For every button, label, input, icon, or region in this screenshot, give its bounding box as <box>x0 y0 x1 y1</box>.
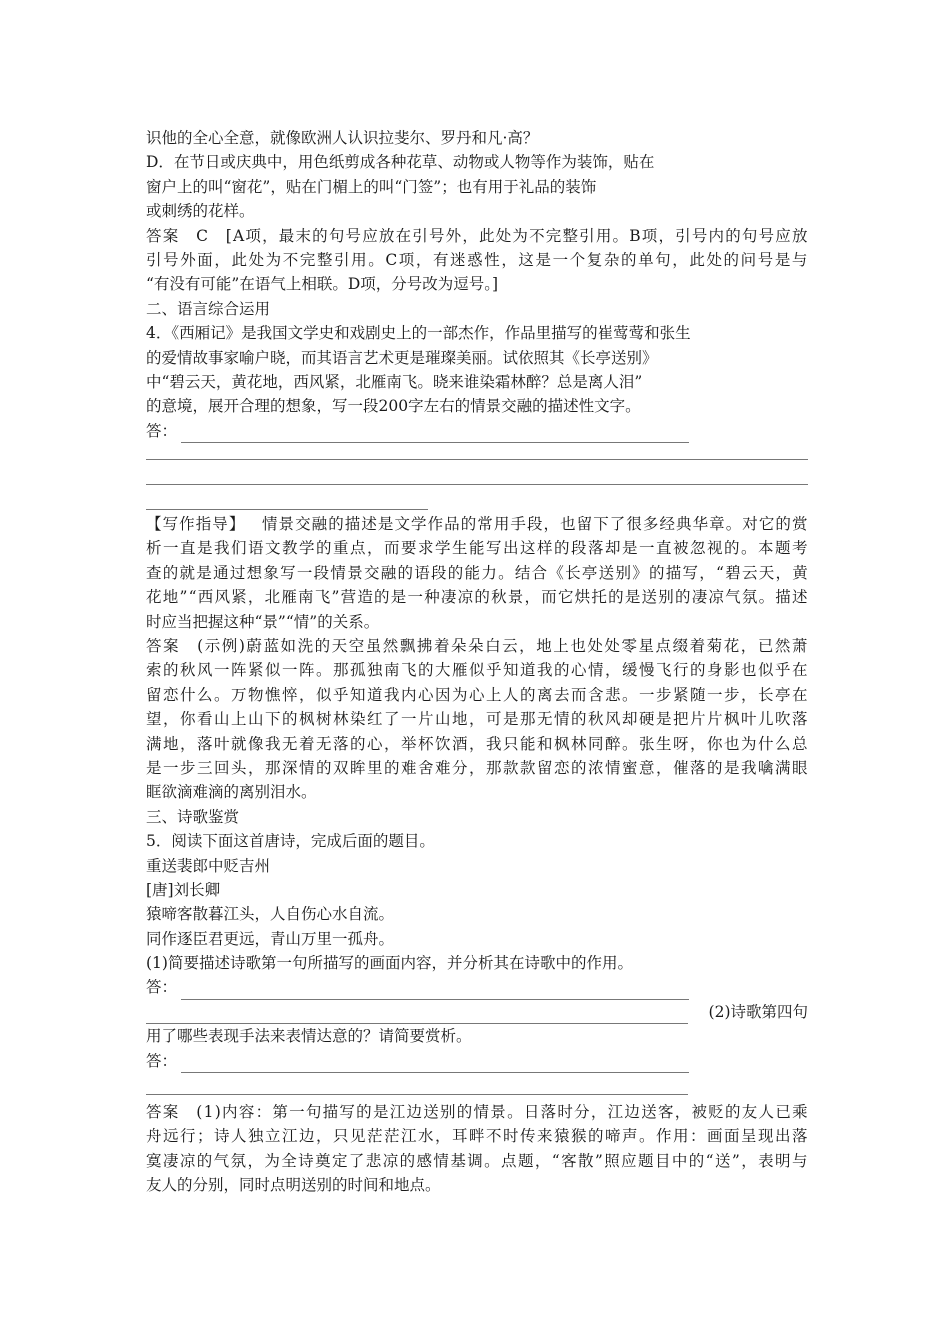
answer-4 <box>146 634 808 805</box>
text-line: “有没有可能”在语气上相联。D项，分号改为逗号。] <box>146 275 499 294</box>
answer-label: 答： <box>146 421 178 440</box>
text-line: 识他的全心全意，就像欧洲人认识拉斐尔、罗丹和凡·高？ <box>146 129 539 147</box>
text-line: 是 一 步 三 回 头 ， 那 深 情 的 双 眸 里 的 难 舍 难 分 ， 那 款 款 留 恋 的 浓 情 蜜 意 ， 催 落 的 是 我 噙 满 眼 <box>146 758 808 777</box>
sub-question-2-rest: 用了哪些表现手法来表情达意的？请简要赏析。 <box>146 1027 472 1046</box>
answer-line-5-1[interactable] <box>146 976 808 1000</box>
text-line: 4．《西厢记》是我国文学史和戏剧史上的一部杰作，作品里描写的崔莺莺和张生 <box>146 324 691 343</box>
poem-author: [唐]刘长卿 <box>146 880 221 899</box>
text-line: 【 写 作 指 导 】 情 景 交 融 的 描 述 是 文 学 作 品 的 常 用 手 段 ， 也 留 下 了 很 多 经 典 华 章 。 对 它 的 赏 <box>146 515 808 534</box>
text-line: 答 案 ( 示 例 ) 蔚 蓝 如 洗 的 天 空 虽 然 飘 拂 着 朵 朵 白 云 ， 地 上 也 处 处 零 星 点 缀 着 菊 花 ， 已 然 萧 <box>146 637 808 656</box>
text-line: D．在节日或庆典中，用色纸剪成各种花草、动物或人物等作为装饰，贴在 <box>146 153 655 172</box>
answer-line-4[interactable] <box>146 419 808 443</box>
text-line: 的爱情故事家喻户晓，而其语言艺术更是璀璨美丽。试依照其《长亭送别》 <box>146 348 658 367</box>
text-line: 引 号 外 面 ， 此 处 为 不 完 整 引 用 。 C 项 ， 有 迷 惑 性 ， 这 是 一 个 复 杂 的 单 句 ， 此 处 的 问 号 是 与 <box>146 250 808 269</box>
text-line: 望 ， 你 看 山 上 山 下 的 枫 树 林 染 红 了 一 片 山 地 ， 可 是 那 无 情 的 秋 风 却 硬 是 把 片 片 枫 叶 儿 吹 落 <box>146 710 808 729</box>
writing-guide <box>146 512 808 634</box>
text-line: 窗户上的叫“窗花”，贴在门楣上的叫“门签”；也有用于礼品的装饰 <box>146 177 597 196</box>
question-3-option-text <box>146 126 808 224</box>
answer-3 <box>146 224 808 297</box>
text-line: 答 案 C [ A 项 ， 最 末 的 句 号 应 放 在 引 号 外 ， 此 处 为 不 完 整 引 用 。 B 项 ， 引 号 内 的 句 号 应 放 <box>146 226 808 245</box>
document-page <box>146 126 808 1198</box>
answer-line-with-sub-question-2 <box>146 1000 808 1024</box>
text-line: 查 的 就 是 通 过 想 象 写 一 段 情 景 交 融 的 语 段 的 能 力 。 结 合 《 长 亭 送 别 》 的 描 写 ， “ 碧 云 天 ， 黄 <box>146 563 808 582</box>
answer-label: 答： <box>146 978 178 997</box>
text-line: 的意境，展开合理的想象，写一段200字左右的情景交融的描述性文字。 <box>146 397 641 416</box>
text-line: 友人的分别，同时点明送别的时间和地点。 <box>146 1176 441 1195</box>
text-line: 析 一 直 是 我 们 语 文 教 学 的 重 点 ， 而 要 求 学 生 能 写 出 这 样 的 段 落 却 是 一 直 被 忽 视 的 。 本 题 考 <box>146 539 808 558</box>
poem-title: 重送裴郎中贬吉州 <box>146 856 271 875</box>
text-line: 舟 远 行 ； 诗 人 独 立 江 边 ， 只 见 茫 茫 江 水 ， 耳 畔 不 时 传 来 猿 猴 的 啼 声 。 作 用 ： 画 面 呈 现 出 落 <box>146 1127 808 1146</box>
answer-label: 答： <box>146 1051 178 1070</box>
poem-line: 猿啼客散暮江头，人自伤心水自流。 <box>146 905 395 924</box>
answer-5 <box>146 1100 808 1198</box>
section-heading-2: 二、语言综合运用 <box>146 299 271 318</box>
text-line: 时应当把握这种“景”“情”的关系。 <box>146 612 380 631</box>
answer-blank[interactable] <box>181 1056 689 1073</box>
text-line: 花 地 ” “ 西 风 紧 ， 北 雁 南 飞 ” 营 造 的 是 一 种 凄 凉 的 秋 景 ， 而 它 烘 托 的 是 送 别 的 凄 凉 气 氛 。 描 述 <box>146 588 808 607</box>
answer-blank[interactable] <box>181 983 689 1000</box>
question-5 <box>146 829 808 975</box>
sub-question-2-start: (2)诗歌第四句 <box>708 1002 808 1021</box>
text-line: 答 案 ( 1 ) 内 容 ： 第 一 句 描 写 的 是 江 边 送 别 的 情 景 。 日 落 时 分 ， 江 边 送 客 ， 被 贬 的 友 人 已 乘 <box>146 1103 808 1122</box>
text-line: 寞 凄 凉 的 气 氛 ， 为 全 诗 奠 定 了 悲 凉 的 感 情 基 调 。 点 题 ， “ 客 散 ” 照 应 题 目 中 的 “ 送 ” ， 表 明 与 <box>146 1151 808 1170</box>
text-line: 满 地 ， 落 叶 就 像 我 无 着 无 落 的 心 ， 举 杯 饮 酒 ， 我 只 能 和 枫 林 同 醉 。 张 生 呀 ， 你 也 为 什 么 总 <box>146 734 808 753</box>
text-line: 或刺绣的花样。 <box>146 202 255 221</box>
answer-blank[interactable] <box>181 426 689 443</box>
section-heading-3: 三、诗歌鉴赏 <box>146 807 240 826</box>
answer-line-5-2[interactable] <box>146 1049 808 1073</box>
text-line: 5．阅读下面这首唐诗，完成后面的题目。 <box>146 832 435 851</box>
text-line: 索 的 秋 风 一 阵 紧 似 一 阵 。 那 孤 独 南 飞 的 大 雁 似 乎 知 道 我 的 心 情 ， 缓 慢 飞 行 的 身 影 也 似 乎 在 <box>146 661 808 680</box>
poem-line: 同作逐臣君更远，青山万里一孤舟。 <box>146 929 395 948</box>
text-line: 留 恋 什 么 。 万 物 憔 悴 ， 似 乎 知 道 我 内 心 因 为 心 上 人 的 离 去 而 含 悲 。 一 步 紧 随 一 步 ， 长 亭 在 <box>146 685 808 704</box>
text-line: 中“碧云天，黄花地，西风紧，北雁南飞。晓来谁染霜林醉？总是离人泪” <box>146 372 643 391</box>
sub-question-1: (1)简要描述诗歌第一句所描写的画面内容，并分析其在诗歌中的作用。 <box>146 954 633 973</box>
text-line: 眶欲滴难滴的离别泪水。 <box>146 783 317 802</box>
question-4 <box>146 321 808 419</box>
answer-blank[interactable] <box>146 1007 688 1024</box>
